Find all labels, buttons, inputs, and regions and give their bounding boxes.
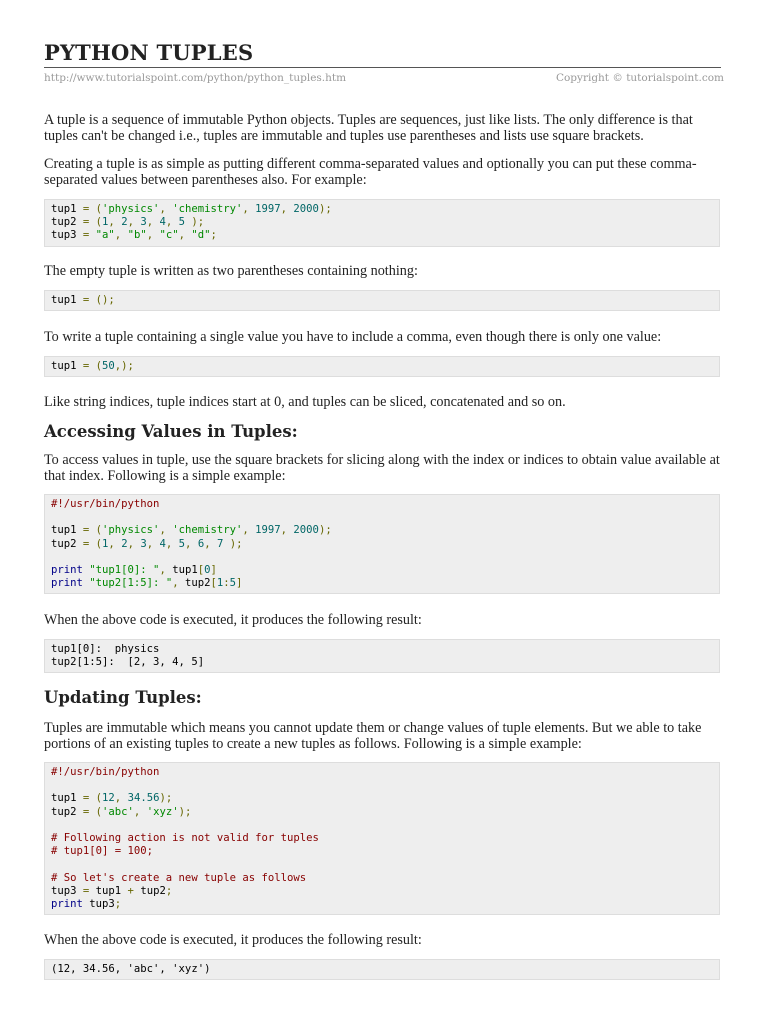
access-intro-paragraph: To access values in tuple, use the square brackets for slicing along with the index or indices to obtain value available at that index. Following is a simple example: — [44, 452, 720, 484]
code-token: # Following action is not valid for tuples — [51, 831, 319, 844]
source-url[interactable]: http://www.tutorialspoint.com/python/python_tuples.htm — [44, 72, 347, 84]
code-line — [51, 872, 713, 885]
code-line — [51, 511, 713, 524]
code-token: : — [223, 577, 230, 590]
code-token: "c" — [159, 229, 179, 242]
code-token: , — [280, 203, 294, 215]
code-token: ); — [185, 216, 205, 229]
indices-paragraph: Like string indices, tuple indices start at 0, and tuples can be sliced, concatenated and so on. — [44, 394, 566, 410]
code-token: ); — [178, 805, 192, 818]
code-token: , — [159, 524, 173, 537]
code-line — [51, 643, 713, 656]
code-token: 'chemistry' — [172, 203, 243, 215]
page-title: PYTHON TUPLES — [44, 40, 254, 65]
code-token: 1 — [102, 537, 109, 550]
code-token: ; — [114, 897, 122, 910]
code-token: 5 — [229, 577, 237, 590]
single-value-paragraph: To write a tuple containing a single value you have to include a comma, even though there is only one value: — [44, 329, 662, 345]
code-block-single — [44, 356, 720, 377]
code-token: ); — [318, 524, 332, 537]
empty-tuple-paragraph: The empty tuple is written as two parentheses containing nothing: — [44, 263, 418, 279]
code-token: print — [51, 897, 83, 910]
code-token: , — [108, 537, 122, 550]
code-token: tup3 — [82, 897, 115, 910]
code-token: tup1[0]: physics — [51, 643, 160, 655]
code-block-empty — [44, 290, 720, 311]
section-heading-accessing: Accessing Values in Tuples: — [44, 422, 298, 441]
code-token: [ — [210, 577, 217, 590]
code-token: 'xyz' — [146, 805, 179, 818]
code-token: 12 — [102, 792, 115, 805]
code-line — [51, 524, 713, 537]
header-rule — [44, 67, 721, 68]
code-token: [ — [197, 563, 205, 576]
code-token: tup2 — [51, 537, 83, 550]
code-token: 2000 — [293, 203, 319, 215]
code-token: 3 — [140, 216, 147, 229]
code-token: 1 — [216, 577, 224, 590]
code-token: ; — [210, 229, 217, 242]
code-token: = — [82, 229, 96, 242]
code-line — [51, 858, 713, 871]
code-token: # So let's create a new tuple as follows — [51, 871, 307, 884]
code-token: , — [178, 229, 192, 242]
code-line — [51, 792, 713, 805]
code-line — [51, 564, 713, 577]
intro-paragraph: A tuple is a sequence of immutable Python objects. Tuples are sequences, just like lists. The only difference is that tuples can't be changed i.e., tuples are immutable and tuples use parentheses and lists use square brackets. — [44, 112, 693, 144]
code-token: print — [51, 577, 83, 590]
code-line — [51, 766, 713, 779]
code-line — [51, 229, 713, 242]
code-token: , — [146, 537, 160, 550]
code-token: "b" — [127, 229, 147, 242]
code-token: = ( — [82, 805, 103, 818]
code-token: ; — [165, 884, 173, 897]
code-token: tup3 — [51, 884, 83, 897]
code-token: , — [204, 537, 217, 550]
update-intro-paragraph: Tuples are immutable which means you cannot update them or change values of tuple elements. But we able to take portions of an existing tuples to create a new tuples as follows. Following is a simple example: — [44, 720, 702, 752]
code-token: = ( — [82, 216, 103, 229]
code-token: 2 — [121, 216, 128, 229]
code-token: 5 — [178, 216, 186, 229]
code-token: "tup1[0]: " — [89, 563, 160, 576]
code-token: tup1 — [172, 563, 198, 576]
code-token: 4 — [159, 216, 166, 229]
code-token: "d" — [191, 229, 211, 242]
code-token: tup1 — [51, 294, 83, 306]
code-line — [51, 898, 713, 911]
copyright-notice: Copyright © tutorialspoint.com — [555, 72, 724, 84]
code-token: , — [280, 524, 294, 537]
code-block-create — [44, 199, 720, 247]
result-paragraph-2: When the above code is executed, it produces the following result: — [44, 932, 422, 948]
code-token: , — [242, 524, 256, 537]
code-token: = ( — [82, 524, 103, 537]
code-token: ] — [210, 563, 217, 576]
code-token: 1997 — [255, 524, 281, 537]
code-token: 'abc' — [102, 805, 134, 818]
code-line — [51, 656, 713, 669]
code-token: tup1 — [51, 203, 83, 215]
code-token: 3 — [140, 537, 147, 550]
code-token: tup3 — [51, 229, 83, 242]
code-token: = — [82, 884, 96, 897]
code-line — [51, 498, 713, 511]
code-token: ] — [236, 577, 243, 590]
code-token: , — [108, 216, 122, 229]
code-token: , — [172, 577, 185, 590]
code-token: , — [159, 563, 173, 576]
code-token: , — [146, 229, 160, 242]
code-token: tup1 — [51, 792, 83, 805]
code-line — [51, 294, 713, 307]
code-token: tup2 — [51, 805, 83, 818]
code-token: = ( — [82, 203, 103, 215]
code-token: print — [51, 563, 83, 576]
code-token: = (); — [82, 294, 115, 306]
code-token: 7 — [216, 537, 224, 550]
creating-paragraph: Creating a tuple is as simple as putting different comma-separated values and optionally you can put these comma-separated values between parentheses also. For example: — [44, 156, 697, 188]
code-token: tup2[1:5]: [2, 3, 4, 5] — [51, 656, 205, 669]
code-token: , — [133, 805, 147, 818]
code-token: ); — [318, 203, 332, 215]
code-line — [51, 963, 713, 976]
code-token: 1997 — [255, 203, 281, 215]
code-line — [51, 779, 713, 792]
code-line — [51, 577, 713, 590]
code-token: tup2 — [51, 216, 83, 229]
code-line — [51, 845, 713, 858]
code-token: , — [146, 216, 160, 229]
code-token: = ( — [82, 792, 103, 805]
code-line — [51, 806, 713, 819]
code-token: , — [114, 229, 128, 242]
code-line — [51, 360, 713, 373]
code-token: #!/usr/bin/python — [51, 766, 160, 778]
code-token: tup1 — [51, 524, 83, 537]
code-token: , — [185, 537, 198, 550]
code-token: #!/usr/bin/python — [51, 498, 160, 510]
code-token: (12, 34.56, 'abc', 'xyz') — [51, 963, 211, 975]
code-line — [51, 885, 713, 898]
code-token: , — [114, 792, 128, 805]
code-token: tup2 — [184, 577, 211, 590]
code-token: = ( — [82, 360, 103, 372]
code-token: 6 — [197, 537, 205, 550]
code-line — [51, 819, 713, 832]
code-line — [51, 551, 713, 564]
code-line — [51, 203, 713, 216]
code-token: # tup1[0] = 100; — [51, 845, 154, 858]
code-token: 4 — [159, 537, 166, 550]
code-token: ); — [159, 792, 173, 805]
code-token: , — [127, 216, 141, 229]
result-paragraph-1: When the above code is executed, it produces the following result: — [44, 612, 422, 628]
code-token: , — [242, 203, 256, 215]
code-token: 'physics' — [102, 203, 160, 215]
code-token: 2 — [121, 537, 128, 550]
code-token: 'physics' — [102, 524, 160, 537]
code-token: 2000 — [293, 524, 319, 537]
code-token: , — [165, 537, 179, 550]
code-token: , — [165, 216, 179, 229]
code-token: "a" — [95, 229, 115, 242]
code-token: 50 — [102, 360, 115, 372]
code-token: 'chemistry' — [172, 524, 243, 537]
code-token: 34.56 — [127, 792, 160, 805]
section-heading-updating: Updating Tuples: — [44, 688, 202, 707]
code-block-output-1 — [44, 639, 720, 673]
code-line — [51, 538, 713, 551]
code-block-update — [44, 762, 720, 915]
code-token: tup1 — [95, 884, 128, 897]
code-block-access — [44, 494, 720, 594]
code-token: 0 — [204, 563, 211, 576]
code-token: + — [127, 884, 141, 897]
code-token: "tup2[1:5]: " — [89, 577, 173, 590]
code-line — [51, 216, 713, 229]
code-token: ); — [223, 537, 243, 550]
code-token: 1 — [102, 216, 109, 229]
code-token: tup1 — [51, 360, 83, 372]
code-token: , — [159, 203, 173, 215]
code-line — [51, 832, 713, 845]
code-token: 5 — [178, 537, 186, 550]
code-token: , — [127, 537, 141, 550]
code-block-output-2 — [44, 959, 720, 980]
code-token: ,); — [114, 360, 134, 372]
code-token: tup2 — [140, 884, 166, 897]
code-token: = ( — [82, 537, 103, 550]
